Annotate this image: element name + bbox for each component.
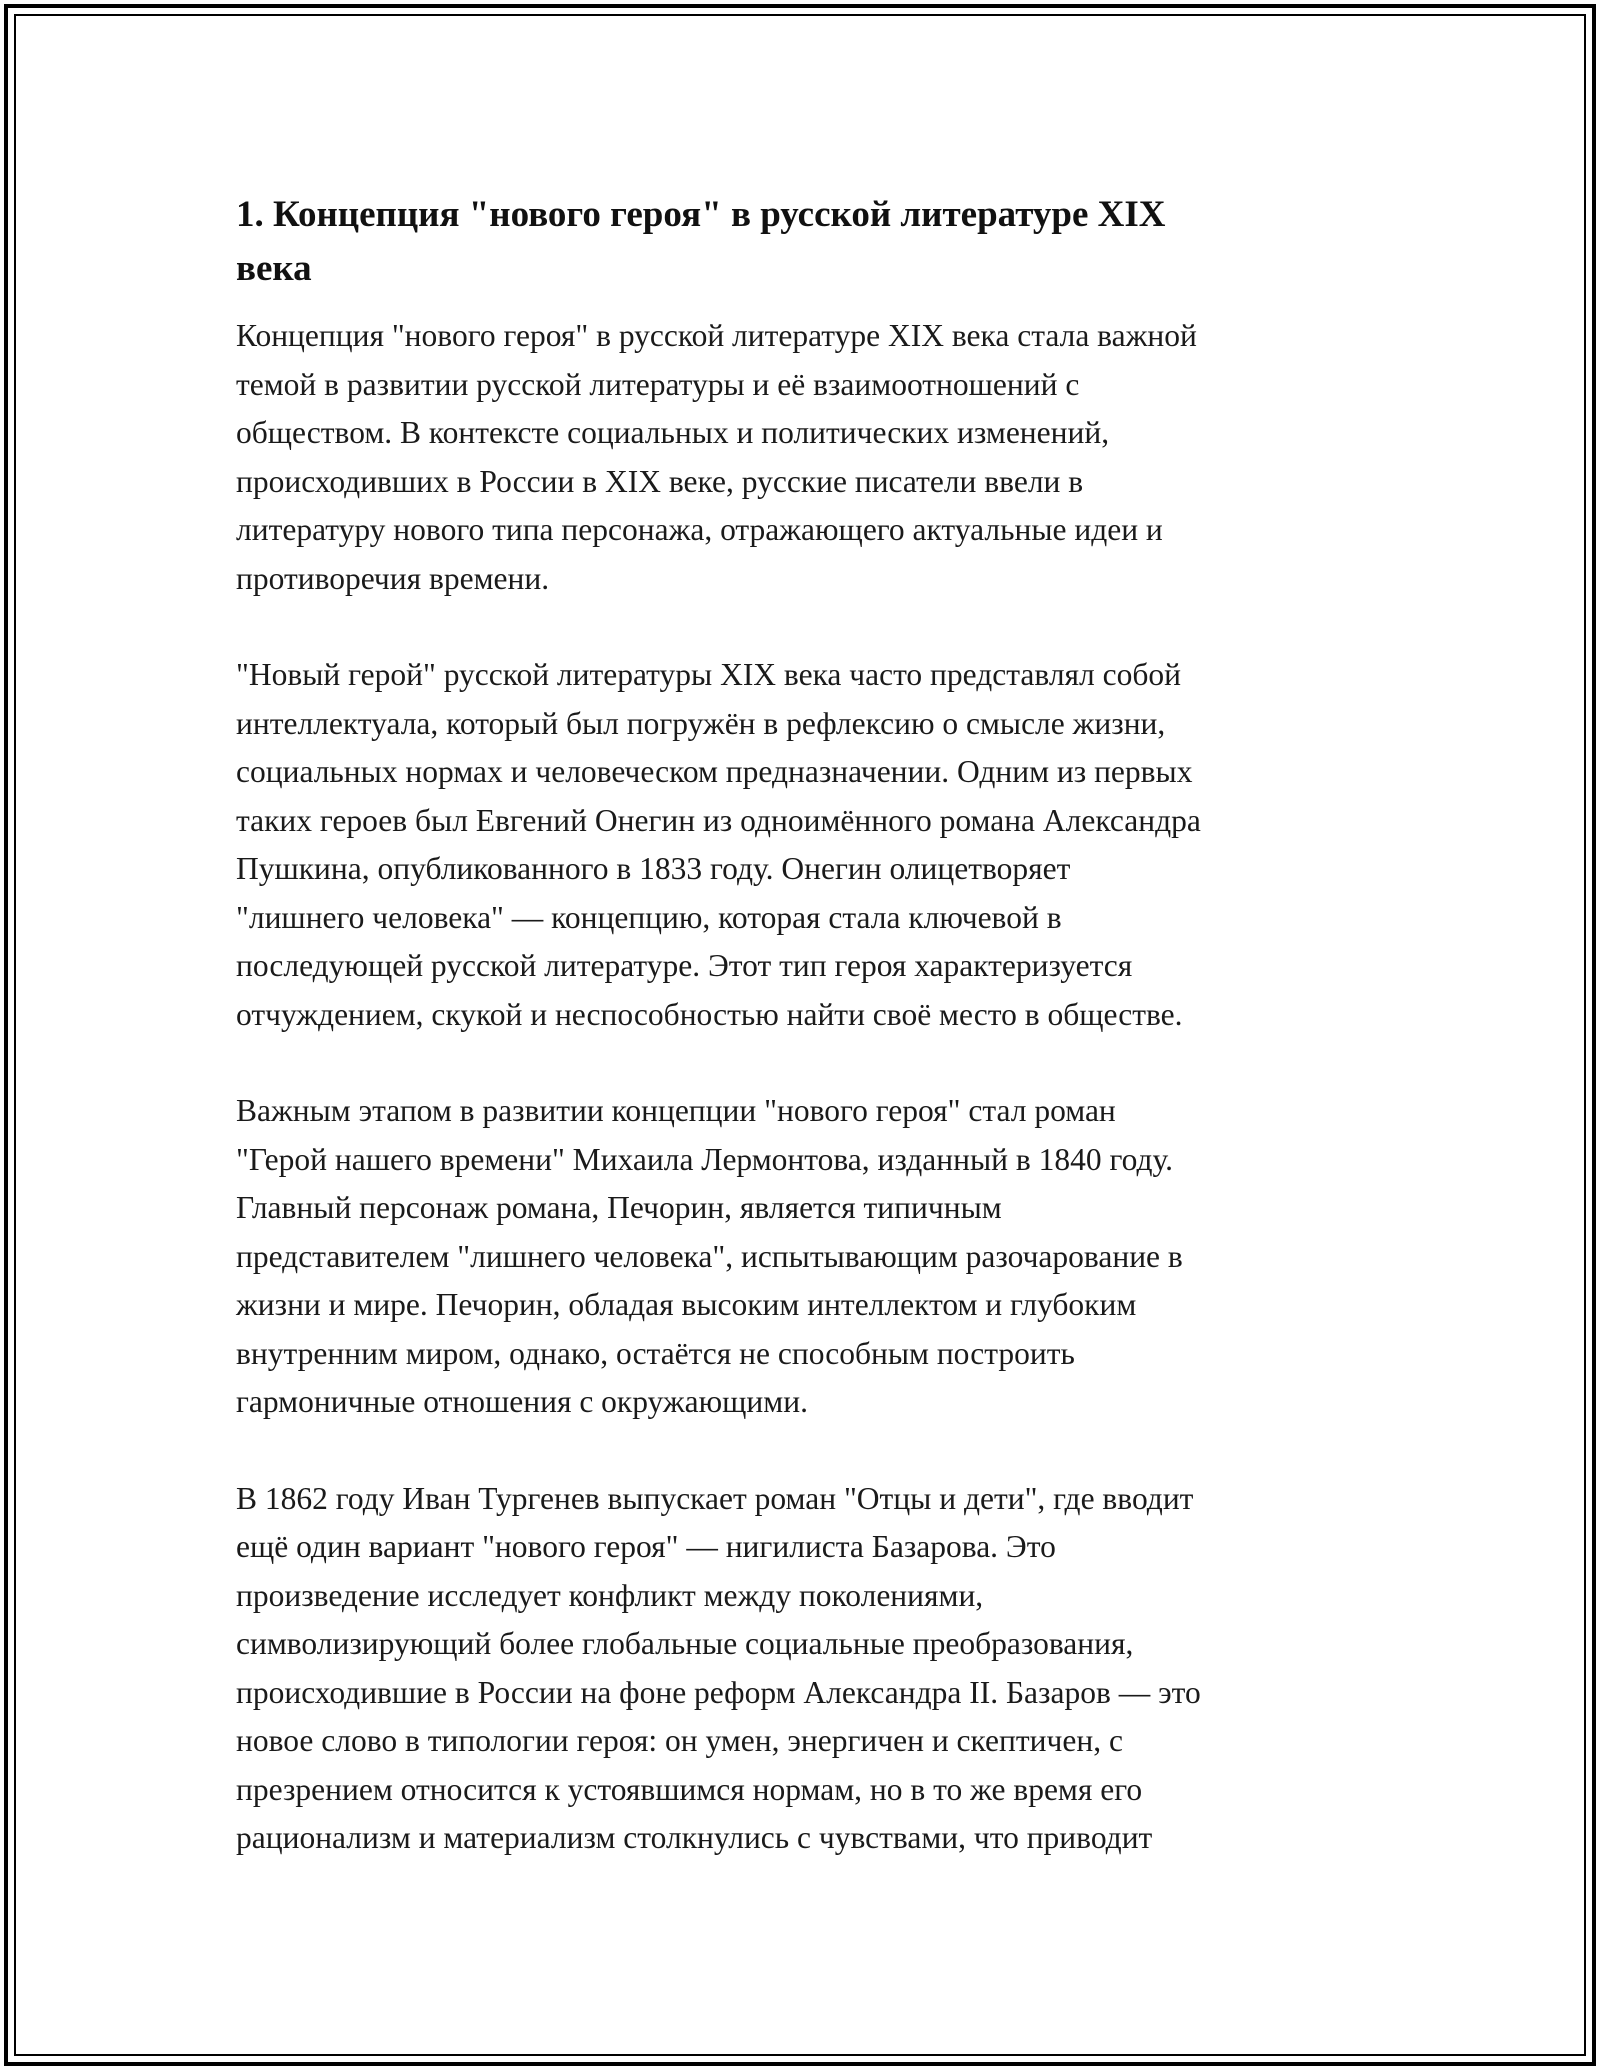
paragraph-2: "Новый герой" русской литературы XIX века часто представлял собой интеллектуала, который был погружён в рефлексию о смысле жизни, социальных нормах и человеческом предназначении. Одним из первых таких героев был Евгений Онегин из одноимённого романа Александра Пушкина, опубликованного в 1833 году. Онегин олицетворяет "лишнего человека" — концепцию, которая стала ключевой в последующей русской литературе. Этот тип героя характеризуется отчуждением, скукой и неспособностью найти своё место в обществе. [236,657,1201,1032]
paragraph-1: Концепция "нового героя" в русской литературе XIX века стала важной темой в развитии русской литературы и её взаимоотношений с обществом. В контексте социальных и политических изменений, происходивших в России в XIX веке, русские писатели ввели в литературу нового типа персонажа, отражающего актуальные идеи и противоречия времени. [236,318,1197,596]
section-heading: 1. Концепция "нового героя" в русской литературе XIX века [236,194,1166,289]
paragraph-4: В 1862 году Иван Тургенев выпускает роман "Отцы и дети", где вводит ещё один вариант "нового героя" — нигилиста Базарова. Это произведение исследует конфликт между поколениями, символизирующий более глобальные социальные преобразования, происходившие в России на фоне реформ Александра II. Базаров — это новое слово в типологии героя: он умен, энергичен и скептичен, с презрением относится к устоявшимся нормам, но в то же время его рационализм и материализм столкнулись с чувствами, что приводит [236,1480,1201,1855]
document-body [236,188,1376,1911]
paragraph-3: Важным этапом в развитии концепции "нового героя" стал роман "Герой нашего времени" Михаила Лермонтова, изданный в 1840 году. Главный персонаж романа, Печорин, является типичным представителем "лишнего человека", испытывающим разочарование в жизни и мире. Печорин, обладая высоким интеллектом и глубоким внутренним миром, однако, остаётся не способным построить гармоничные отношения с окружающими. [236,1093,1183,1419]
